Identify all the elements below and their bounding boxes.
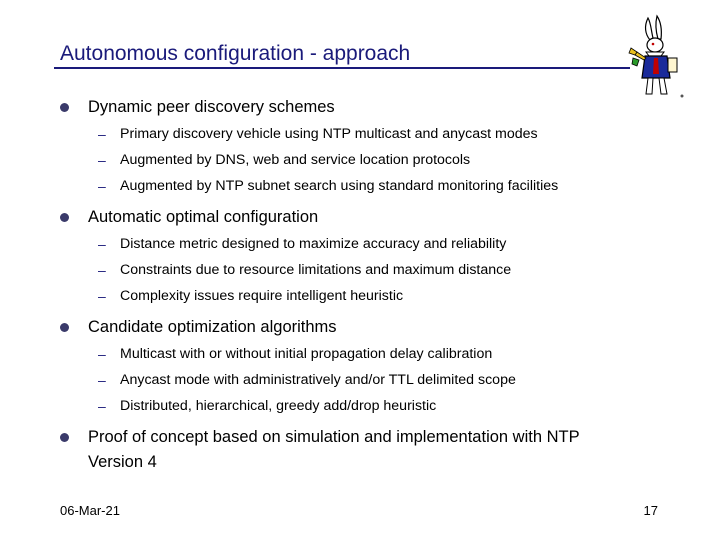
bullet-1-text: Dynamic peer discovery schemes — [88, 98, 335, 116]
bullet-4-text-line-2: Version 4 — [88, 453, 157, 471]
bullet-2-sub-1: Distance metric designed to maximize accuracy and reliability — [120, 236, 507, 252]
bullet-2-sub-2: Constraints due to resource limitations and maximum distance — [120, 262, 512, 278]
sub-dash: – — [98, 288, 106, 304]
bullet-3-sub-1: Multicast with or without initial propagation delay calibration — [120, 346, 493, 362]
bullet-2-sub-3: Complexity issues require intelligent heuristic — [120, 288, 404, 304]
sub-dash: – — [98, 126, 106, 142]
bullet-1-sub-2: Augmented by DNS, web and service location protocols — [120, 152, 471, 168]
bullet-dot-icon — [60, 213, 69, 222]
sub-dash: – — [98, 346, 106, 362]
bullet-1-sub-1: Primary discovery vehicle using NTP multicast and anycast modes — [120, 126, 538, 142]
title-underline — [54, 67, 630, 69]
sub-dash: – — [98, 236, 106, 252]
bullet-dot-icon — [60, 433, 69, 442]
bullet-3-text: Candidate optimization algorithms — [88, 318, 337, 336]
bullet-3-sub-3: Distributed, hierarchical, greedy add/drop heuristic — [120, 398, 437, 414]
bullet-dot-icon — [60, 323, 69, 332]
bullet-1-sub-3: Augmented by NTP subnet search using standard monitoring facilities — [120, 178, 559, 194]
sub-dash: – — [98, 262, 106, 278]
slide-title: Autonomous configuration - approach — [60, 42, 411, 65]
sub-dash: – — [98, 178, 106, 194]
white-rabbit-logo-icon — [624, 14, 688, 100]
sub-dash: – — [98, 398, 106, 414]
sub-dash: – — [98, 152, 106, 168]
page-number: 17 — [643, 503, 658, 518]
sub-dash: – — [98, 372, 106, 388]
bullet-2-text: Automatic optimal configuration — [88, 208, 319, 226]
bullet-dot-icon — [60, 103, 69, 112]
slide-date: 06-Mar-21 — [60, 503, 120, 518]
bullet-3-sub-2: Anycast mode with administratively and/or TTL delimited scope — [120, 372, 516, 388]
bullet-4-text-line-1: Proof of concept based on simulation and implementation with NTP — [88, 428, 580, 446]
